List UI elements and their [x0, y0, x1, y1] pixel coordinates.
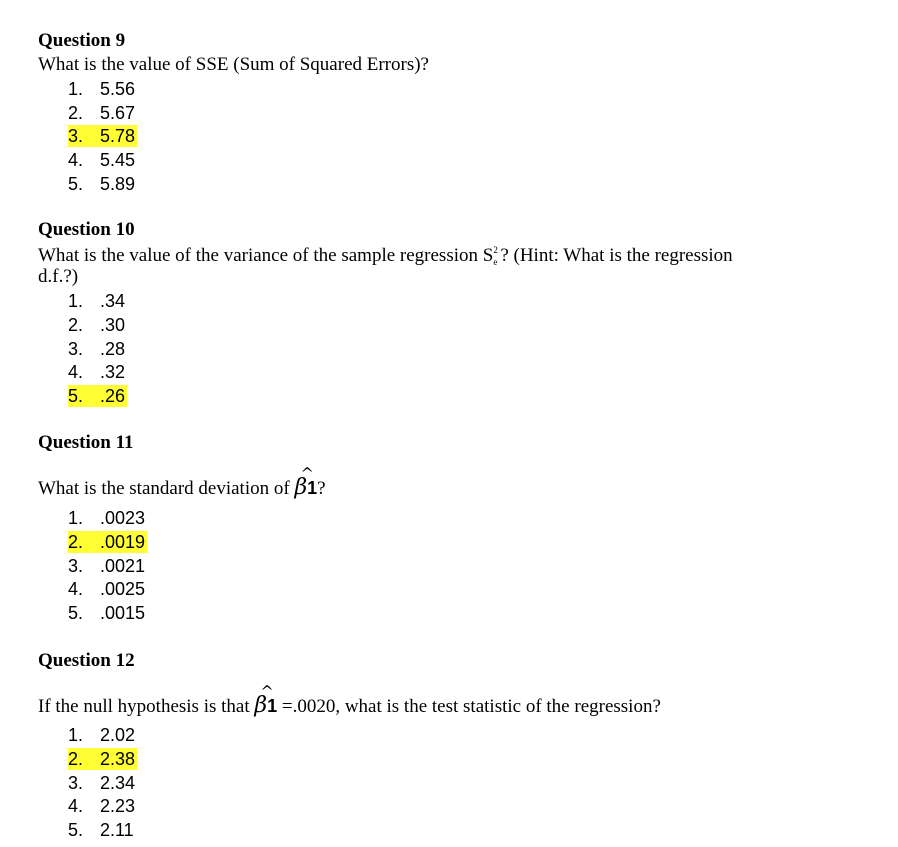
option-label: .0023	[100, 508, 146, 528]
q12-option-4[interactable]	[68, 795, 135, 817]
q12-text-before: If the null hypothesis is that	[38, 696, 250, 717]
option-number: 2.	[68, 532, 84, 552]
option-number: 2.	[68, 103, 84, 123]
option-number: 5.	[68, 820, 84, 840]
option-label: 2.34	[100, 773, 136, 793]
option-label: .32	[100, 362, 126, 382]
beta-letter: β	[294, 475, 308, 500]
option-label: .0015	[100, 603, 146, 623]
option-number: 4.	[68, 579, 84, 599]
q10-text-after: ? (Hint: What is the regression	[500, 245, 733, 266]
q12-option-5[interactable]	[68, 819, 134, 841]
option-number: 5.	[68, 174, 84, 194]
beta-hat-1-symbol	[294, 464, 318, 506]
q11-option-1[interactable]	[68, 507, 145, 529]
option-number: 1.	[68, 79, 84, 99]
option-label: 2.23	[100, 796, 136, 816]
q12-option-3[interactable]	[68, 772, 135, 794]
option-label: .0025	[100, 579, 146, 599]
q11-text: What is the standard deviation of	[38, 478, 290, 499]
q10-option-1[interactable]	[68, 290, 125, 312]
question-10-title: Question 10	[38, 219, 135, 240]
beta-subscript: 1	[307, 478, 318, 498]
q11-option-2-highlighted[interactable]	[68, 531, 147, 553]
question-9-title: Question 9	[38, 30, 126, 51]
option-number: 4.	[68, 362, 84, 382]
q10-sup: 2	[493, 245, 498, 255]
option-number: 5.	[68, 603, 84, 623]
option-label: 5.78	[100, 126, 136, 146]
option-label: .26	[100, 386, 126, 406]
question-12-text	[38, 682, 661, 724]
option-label: .34	[100, 291, 126, 311]
q10-option-2[interactable]	[68, 314, 125, 336]
question-11-title: Question 11	[38, 432, 134, 453]
q10-option-5-highlighted[interactable]	[68, 385, 127, 407]
hat-accent: ^	[300, 464, 314, 483]
option-number: 3.	[68, 126, 84, 146]
q11-option-3[interactable]	[68, 555, 145, 577]
q9-option-4[interactable]	[68, 149, 135, 171]
option-label: .0021	[100, 556, 146, 576]
q11-option-4[interactable]	[68, 578, 145, 600]
question-10-text-line2: d.f.?)	[38, 266, 79, 287]
question-11-text	[38, 464, 326, 506]
q10-sub: e	[493, 257, 498, 267]
option-number: 3.	[68, 339, 84, 359]
q10-option-4[interactable]	[68, 361, 125, 383]
q11-option-5[interactable]	[68, 602, 145, 624]
q11-text-after: ?	[317, 478, 326, 499]
option-number: 3.	[68, 773, 84, 793]
q9-option-1[interactable]	[68, 78, 135, 100]
option-label: 5.89	[100, 174, 136, 194]
option-number: 2.	[68, 749, 84, 769]
q12-text-after: =.0020, what is the test statistic of the regression?	[281, 696, 661, 717]
option-number: 1.	[68, 508, 84, 528]
beta-letter: β	[254, 693, 268, 718]
option-label: 5.56	[100, 79, 136, 99]
option-number: 4.	[68, 150, 84, 170]
option-label: 2.02	[100, 725, 136, 745]
q12-option-2-highlighted[interactable]	[68, 748, 137, 770]
option-number: 2.	[68, 315, 84, 335]
option-label: 5.45	[100, 150, 136, 170]
q9-option-3-highlighted[interactable]	[68, 125, 137, 147]
option-label: 2.11	[100, 820, 134, 840]
option-number: 5.	[68, 386, 84, 406]
option-number: 1.	[68, 291, 84, 311]
q10-text-before: What is the value of the variance of the sample regression S	[38, 245, 494, 266]
q9-option-2[interactable]	[68, 102, 135, 124]
question-9-text: What is the value of SSE (Sum of Squared Errors)?	[38, 54, 429, 75]
beta-subscript: 1	[267, 696, 278, 716]
option-label: .0019	[100, 532, 146, 552]
option-number: 1.	[68, 725, 84, 745]
q9-option-5[interactable]	[68, 173, 135, 195]
question-10-text	[38, 243, 733, 267]
option-number: 3.	[68, 556, 84, 576]
option-number: 4.	[68, 796, 84, 816]
option-label: .30	[100, 315, 126, 335]
q10-sub-sup	[493, 243, 500, 267]
q12-option-1[interactable]	[68, 724, 135, 746]
beta-hat-1-symbol	[254, 682, 278, 724]
hat-accent: ^	[260, 682, 274, 701]
q10-option-3[interactable]	[68, 338, 125, 360]
option-label: 5.67	[100, 103, 136, 123]
option-label: .28	[100, 339, 126, 359]
question-12-title: Question 12	[38, 650, 135, 671]
option-label: 2.38	[100, 749, 136, 769]
